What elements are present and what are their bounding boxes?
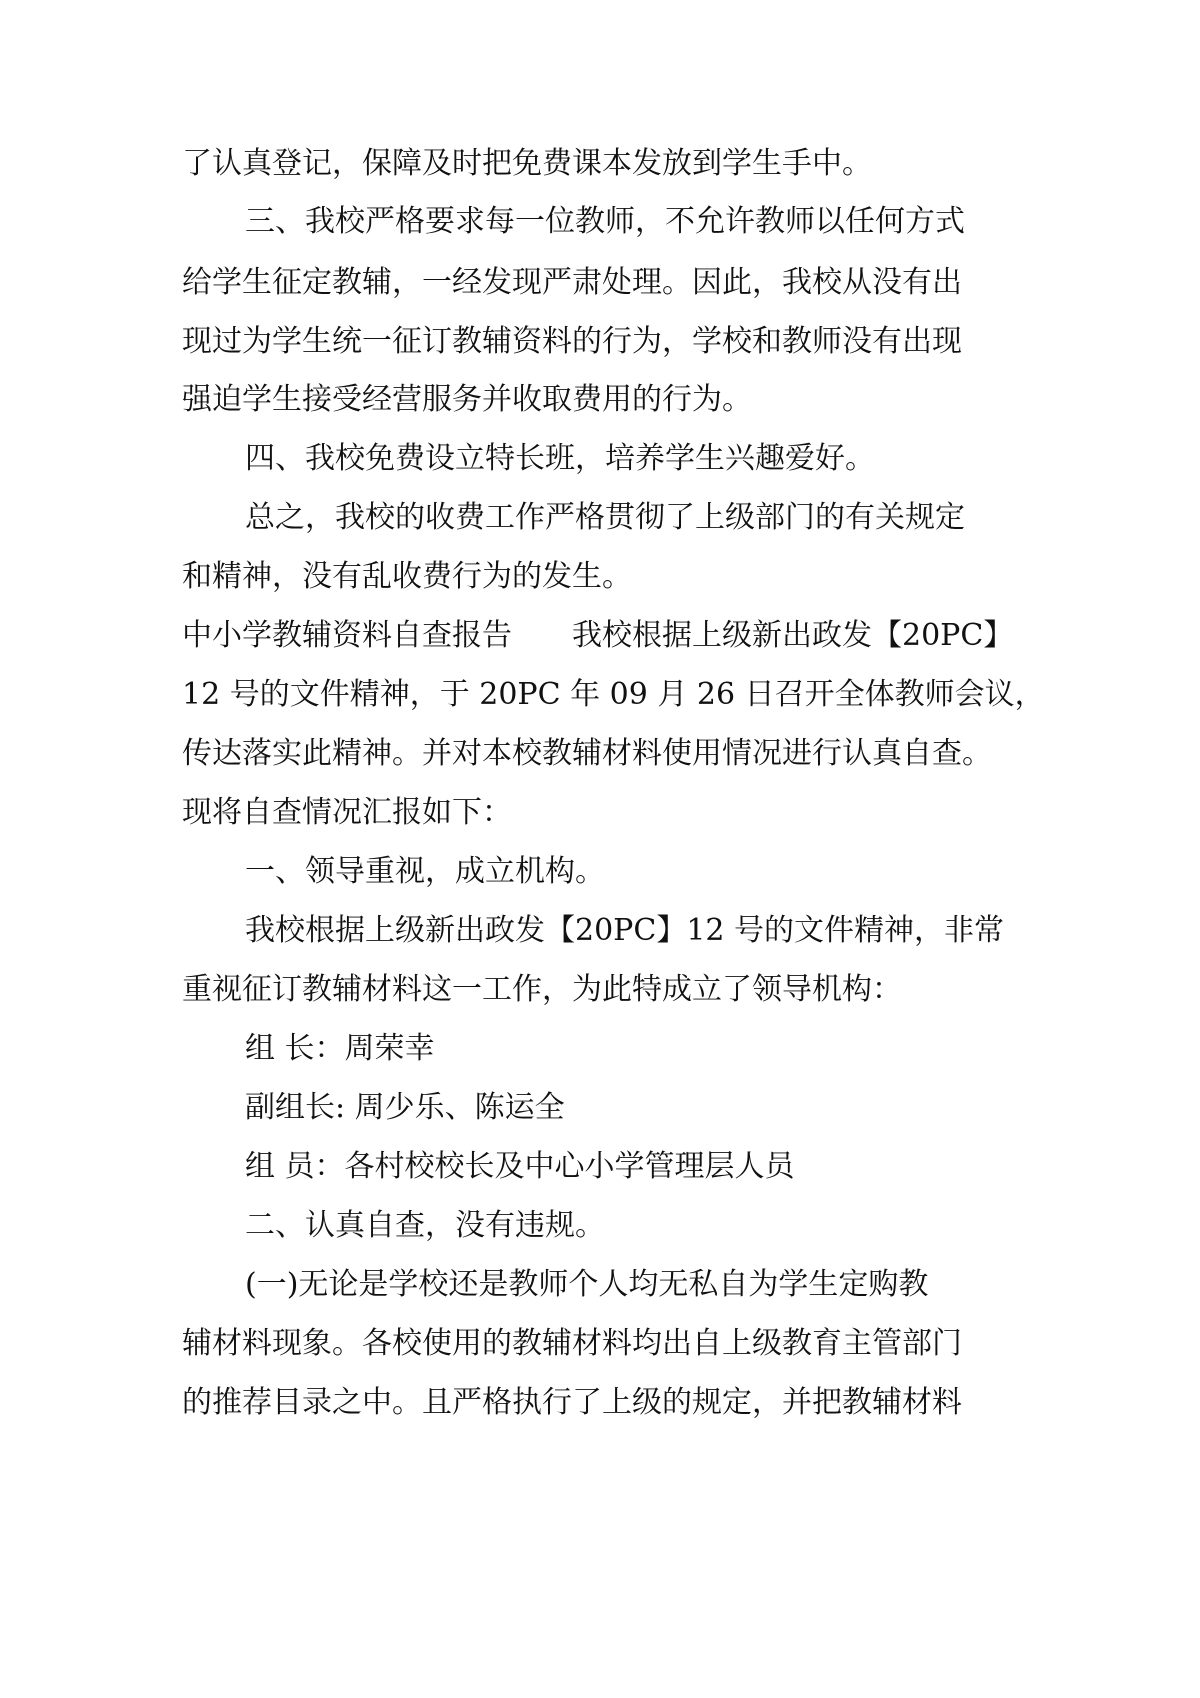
text-line: 的推荐目录之中。且严格执行了上级的规定，并把教辅材料 xyxy=(182,1385,962,1420)
report-title-line: 中小学教辅资料自查报告 我校根据上级新出政发【20PC】 xyxy=(182,618,1014,653)
text-line: 我校根据上级新出政发【20PC】12 号的文件精神，非常 xyxy=(245,913,1005,948)
subsection-1: (一)无论是学校还是教师个人均无私自为学生定购教 xyxy=(245,1267,929,1302)
text-line: 重视征订教辅材料这一工作，为此特成立了领导机构： xyxy=(182,972,902,1007)
text-line: 12 号的文件精神，于 20PC 年 09 月 26 日召开全体教师会议， xyxy=(182,677,1045,712)
paragraph-4: 四、我校免费设立特长班，培养学生兴趣爱好。 xyxy=(245,441,875,476)
text-line: 现过为学生统一征订教辅资料的行为，学校和教师没有出现 xyxy=(182,324,962,359)
text-line: 和精神，没有乱收费行为的发生。 xyxy=(182,559,632,594)
text-line: 强迫学生接受经营服务并收取费用的行为。 xyxy=(182,382,752,417)
group-members: 组 员：各村校校长及中心小学管理层人员 xyxy=(245,1149,795,1184)
text-line: 了认真登记，保障及时把免费课本发放到学生手中。 xyxy=(182,146,872,181)
text-line: 现将自查情况汇报如下： xyxy=(182,795,512,830)
section-heading-1: 一、领导重视，成立机构。 xyxy=(245,854,605,889)
text-line: 给学生征定教辅，一经发现严肃处理。因此，我校从没有出 xyxy=(182,265,962,300)
text-line: 辅材料现象。各校使用的教辅材料均出自上级教育主管部门 xyxy=(182,1326,962,1361)
text-line: 传达落实此精神。并对本校教辅材料使用情况进行认真自查。 xyxy=(182,736,992,771)
paragraph-3: 三、我校严格要求每一位教师，不允许教师以任何方式 xyxy=(245,204,965,239)
summary-paragraph: 总之，我校的收费工作严格贯彻了上级部门的有关规定 xyxy=(245,500,965,535)
group-leader: 组 长：周荣幸 xyxy=(245,1031,435,1066)
section-heading-2: 二、认真自查，没有违规。 xyxy=(245,1208,605,1243)
deputy-leaders: 副组长: 周少乐、陈运全 xyxy=(245,1090,565,1125)
